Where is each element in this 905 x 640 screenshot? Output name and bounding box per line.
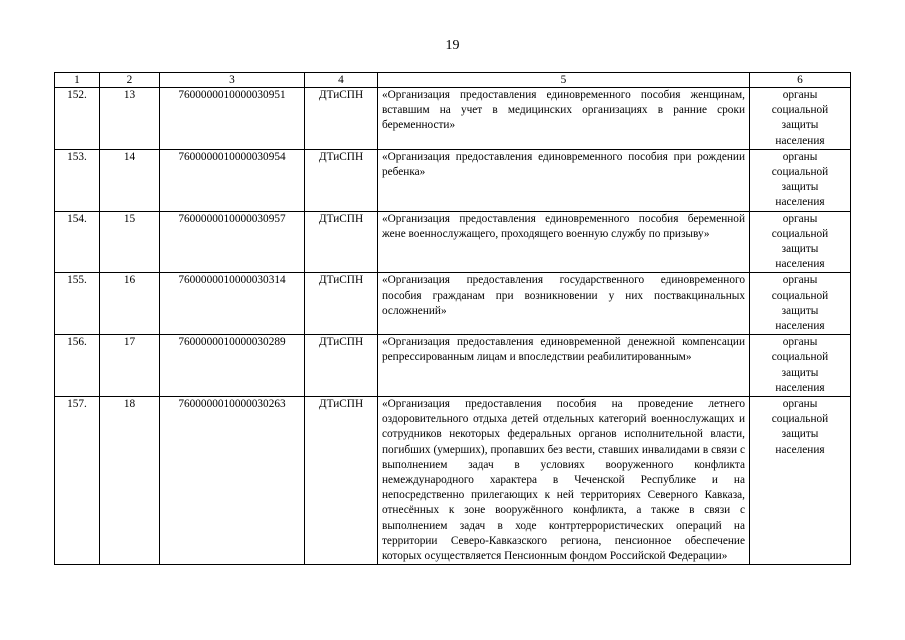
column-header-3: 3	[160, 73, 305, 88]
department: ДТиСПН	[305, 335, 378, 397]
service-description: «Организация предоставления единовременного пособия при рождении ребенка»	[378, 149, 750, 211]
column-header-1: 1	[55, 73, 100, 88]
department: ДТиСПН	[305, 397, 378, 565]
responsible-authority	[750, 335, 851, 397]
department: ДТиСПН	[305, 149, 378, 211]
service-description: «Организация предоставления единовременного пособия беременной жене военнослужащего, проходящего военную службу по призыву»	[378, 211, 750, 273]
row-sub-index: 16	[100, 273, 160, 335]
service-code: 7600000010000030314	[160, 273, 305, 335]
table-row	[55, 88, 851, 150]
authority-line: органы	[782, 336, 818, 349]
authority-line: населения	[775, 381, 825, 394]
authority-line: защиты	[781, 304, 819, 317]
row-index: 156.	[55, 335, 100, 397]
page-number: 19	[445, 38, 460, 53]
authority-line: органы	[782, 212, 818, 225]
row-sub-index: 17	[100, 335, 160, 397]
department: ДТиСПН	[305, 211, 378, 273]
responsible-authority	[750, 211, 851, 273]
table-row	[55, 273, 851, 335]
authority-line: защиты	[781, 366, 819, 379]
service-code: 7600000010000030957	[160, 211, 305, 273]
authority-line: защиты	[781, 243, 819, 256]
authority-line: органы	[782, 89, 818, 101]
service-description: «Организация предоставления единовременной денежной компенсации репрессированным лицам и впоследствии реабилитированным»	[378, 335, 750, 397]
table-row	[55, 211, 851, 273]
row-index: 153.	[55, 149, 100, 211]
authority-line: населения	[775, 258, 825, 271]
authority-line: населения	[775, 320, 825, 333]
department: ДТиСПН	[305, 88, 378, 150]
authority-line: социальной	[771, 104, 829, 117]
department: ДТиСПН	[305, 273, 378, 335]
authority-line: защиты	[781, 428, 819, 441]
column-header-2: 2	[100, 73, 160, 88]
column-header-6: 6	[750, 73, 851, 88]
authority-line: защиты	[781, 181, 819, 194]
column-header-4: 4	[305, 73, 378, 88]
authority-line: социальной	[771, 413, 829, 426]
row-sub-index: 15	[100, 211, 160, 273]
table-row	[55, 149, 851, 211]
authority-line: социальной	[771, 166, 829, 179]
service-code: 7600000010000030951	[160, 88, 305, 150]
authority-line: населения	[775, 196, 825, 209]
service-code: 7600000010000030263	[160, 397, 305, 565]
row-index: 152.	[55, 88, 100, 150]
row-index: 154.	[55, 211, 100, 273]
service-description: «Организация предоставления государственного единовременного пособия гражданам при возникновении у них поствакцинальных осложнений»	[378, 273, 750, 335]
responsible-authority	[750, 88, 851, 150]
services-registry-table	[54, 72, 851, 565]
authority-line: социальной	[771, 227, 829, 240]
authority-line: органы	[782, 398, 818, 411]
authority-line: социальной	[771, 289, 829, 302]
authority-line: органы	[782, 274, 818, 287]
responsible-authority	[750, 149, 851, 211]
authority-line: населения	[775, 443, 825, 456]
responsible-authority	[750, 397, 851, 565]
service-description: «Организация предоставления пособия на проведение летнего оздоровительного отдыха детей отдельных категорий военнослужащих и сотрудников некоторых федеральных органов исполнительной власти, погибших (умерших), пропавших без вести, ставших инвалидами в связи с выполнением задач в условиях вооруженного конфликта немеждународного характера в Чеченской Республике и на непосредственно прилегающих к ней территориях Северного Кавказа, отнесённых к зоне вооружённого конфликта, а также в связи с выполнением задач в ходе контртеррористических операций на территории Северо-Кавказского региона, пенсионное обеспечение которых осуществляется Пенсионным фондом Российской Федерации»	[378, 397, 750, 565]
row-sub-index: 18	[100, 397, 160, 565]
service-code: 7600000010000030289	[160, 335, 305, 397]
column-header-5: 5	[378, 73, 750, 88]
row-index: 155.	[55, 273, 100, 335]
authority-line: защиты	[781, 119, 819, 132]
row-index: 157.	[55, 397, 100, 565]
row-sub-index: 13	[100, 88, 160, 150]
table-header-row	[55, 73, 851, 88]
table-row	[55, 397, 851, 565]
service-description: «Организация предоставления единовременного пособия женщинам, вставшим на учет в медицинских организациях в ранние сроки беременности»	[378, 88, 750, 150]
table-row	[55, 335, 851, 397]
service-code: 7600000010000030954	[160, 149, 305, 211]
row-sub-index: 14	[100, 149, 160, 211]
authority-line: населения	[775, 134, 825, 147]
authority-line: органы	[782, 150, 818, 163]
responsible-authority	[750, 273, 851, 335]
authority-line: социальной	[771, 351, 829, 364]
